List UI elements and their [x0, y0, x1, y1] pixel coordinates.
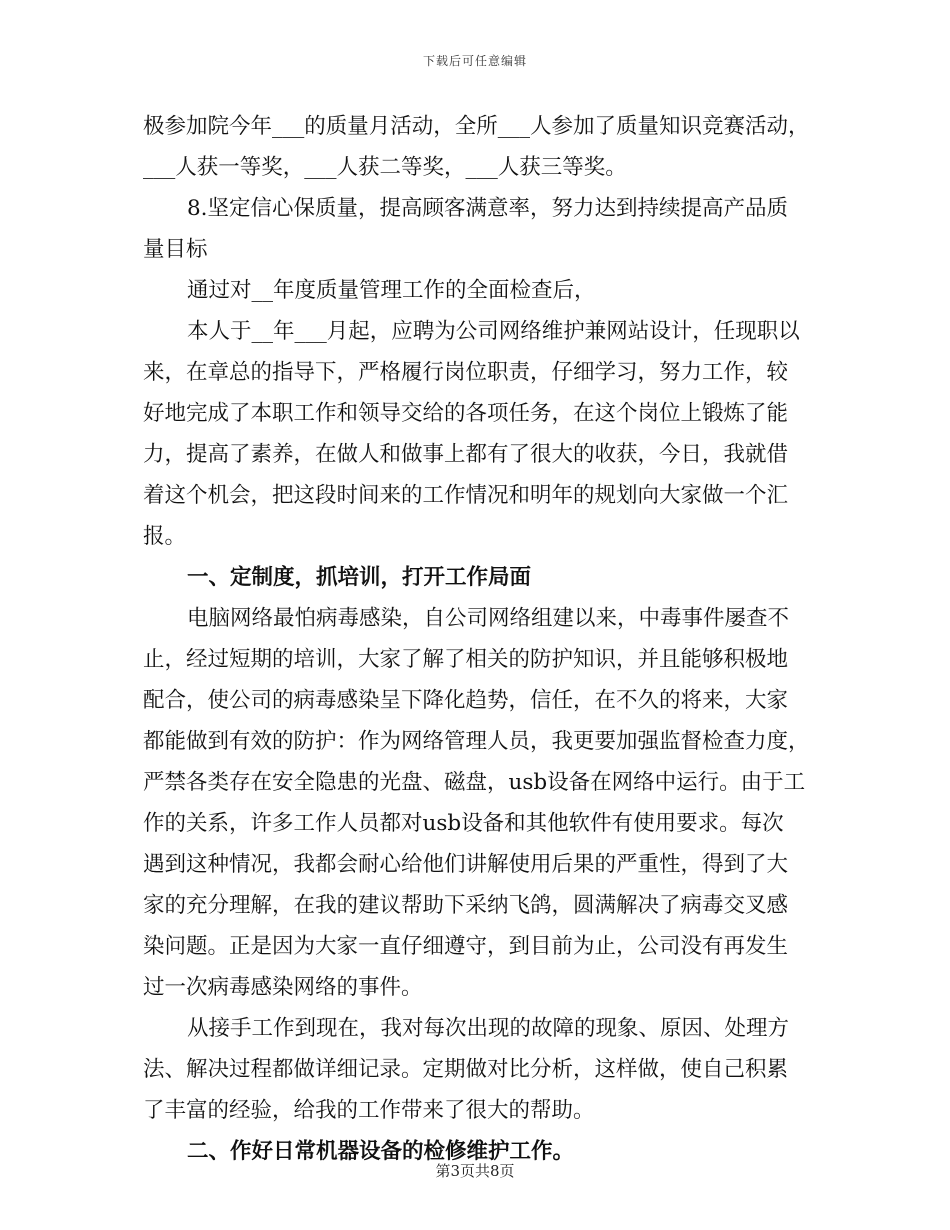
text-line: 都能做到有效的防护：作为网络管理人员，我更要加强监督检查力度，	[143, 729, 810, 754]
text-line: 好地完成了本职工作和领导交给的各项任务，在这个岗位上锻炼了能	[143, 401, 789, 426]
text-line: 量目标	[143, 237, 208, 262]
page-number: 第3页共8页	[435, 1162, 515, 1180]
text-line: 法、解决过程都做详细记录。定期做对比分析，这样做，使自己积累	[143, 1057, 789, 1082]
header-note: 下载后可任意编辑	[422, 54, 527, 68]
text-line: 遇到这种情况，我都会耐心给他们讲解使用后果的严重性，得到了大	[143, 852, 789, 877]
text-line: 本人于__年___月起，应聘为公司网络维护兼网站设计，任现职以	[187, 319, 800, 344]
text-line: ___人获一等奖，___人获二等奖，___人获三等奖。	[143, 155, 627, 180]
section-heading: 一、定制度，抓培训，打开工作局面	[187, 565, 532, 590]
text-line: 家的充分理解，在我的建议帮助下采纳飞鸽，圆满解决了病毒交叉感	[143, 893, 789, 918]
text-line: 力，提高了素养，在做人和做事上都有了很大的收获，今日，我就借	[143, 442, 789, 467]
text-line: 作的关系，许多工作人员都对usb设备和其他软件有使用要求。每次	[143, 811, 784, 836]
text-line: 通过对__年度质量管理工作的全面检查后，	[187, 278, 596, 303]
text-line: 从接手工作到现在，我对每次出现的故障的现象、原因、处理方	[187, 1016, 790, 1041]
text-line: 了丰富的经验，给我的工作带来了很大的帮助。	[143, 1098, 595, 1123]
text-line: 极参加院今年___的质量月活动，全所___人参加了质量知识竞赛活动，	[143, 114, 810, 139]
text-line: 8.坚定信心保质量，提高顾客满意率，努力达到持续提高产品质	[187, 196, 789, 221]
text-line: 报。	[143, 524, 187, 549]
text-line: 过一次病毒感染网络的事件。	[143, 975, 423, 1000]
document-body	[143, 106, 811, 1172]
text-line: 电脑网络最怕病毒感染，自公司网络组建以来，中毒事件屡查不	[187, 606, 790, 631]
text-line: 来，在章总的指导下，严格履行岗位职责，仔细学习，努力工作，较	[143, 360, 789, 385]
section-heading: 二、作好日常机器设备的检修维护工作。	[187, 1139, 575, 1164]
text-line: 着这个机会，把这段时间来的工作情况和明年的规划向大家做一个汇	[143, 483, 789, 508]
text-line: 止，经过短期的培训，大家了解了相关的防护知识，并且能够积极地	[143, 647, 789, 672]
text-line: 严禁各类存在安全隐患的光盘、磁盘，usb设备在网络中运行。由于工	[143, 770, 806, 795]
text-line: 染问题。正是因为大家一直仔细遵守，到目前为止，公司没有再发生	[143, 934, 789, 959]
text-line: 配合，使公司的病毒感染呈下降化趋势，信任，在不久的将来，大家	[143, 688, 789, 713]
